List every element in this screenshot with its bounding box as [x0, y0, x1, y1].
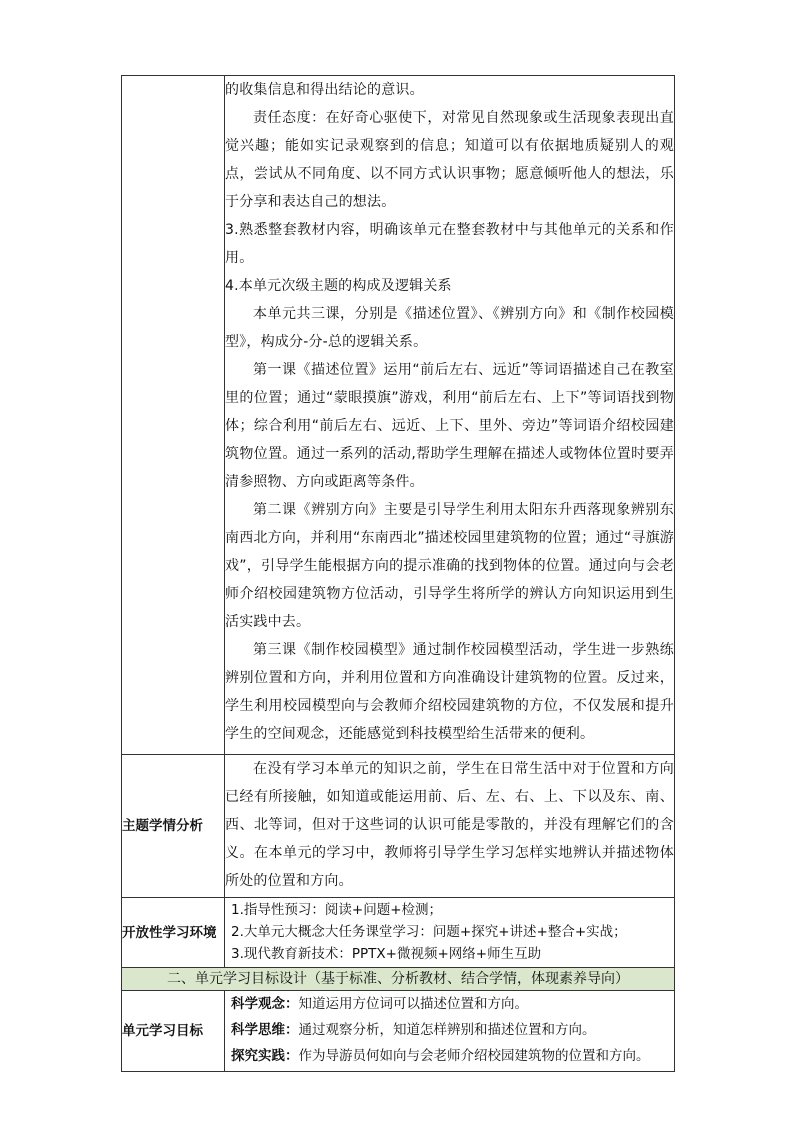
learning-environment-cell [225, 898, 675, 968]
learning-environment-row [122, 898, 675, 968]
goal-line [231, 991, 670, 1017]
paragraph: 本单元共三课，分别是《描述位置》、《辨别方向》和《制作校园模型》，构成分-分-总的逻辑关系。 [225, 306, 674, 350]
lesson-plan-table [121, 75, 675, 1072]
section-header-row [122, 968, 675, 991]
paragraph: 责任态度：在好奇心驱使下，对常见自然现象或生活现象表现出直觉兴趣；能如实记录观察到的信息；知道可以有依据地质疑别人的观点，尝试从不同角度、以不同方式认识事物；愿意倾听他人的想法，乐于分享和表达自己的想法。 [225, 110, 674, 210]
paragraph: 第三课《制作校园模型》通过制作校园模型活动，学生进一步熟练辨别位置和方向，并利用位置和方向准确设计建筑物的位置。反过来，学生利用校园模型向与会教师介绍校园建筑物的方位，不仅发展和提升学生的空间观念，还能感觉到科技模型给生活带来的便利。 [225, 642, 674, 742]
learner-analysis-row [122, 755, 675, 898]
paragraph: 的收集信息和得出结论的意识。 [225, 82, 424, 98]
learning-environment-label: 开放性学习环境 [122, 898, 225, 968]
goal-line [231, 1043, 670, 1069]
empty-label-cell [122, 76, 225, 755]
learner-analysis-text: 在没有学习本单元的知识之前，学生在日常生活中对于位置和方向已经有所接触，如知道或能运用前、后、左、右、上、下以及东、南、西、北等词，但对于这些词的认识可能是零散的，并没有理解它们的含义。在本单元的学习中，教师将引导学生学习怎样实地辨认并描述物体所处的位置和方向。 [225, 761, 674, 889]
goal-line [231, 1017, 670, 1043]
goal-text: 作为导游员何如向与会老师介绍校园建筑物的位置和方向。 [298, 1048, 650, 1064]
learner-analysis-label: 主题学情分析 [122, 755, 225, 898]
unit-goals-row [122, 991, 675, 1072]
unit-goals-label: 单元学习目标 [122, 991, 225, 1072]
environment-line: 3.现代教育新技术：PPTX+微视频+网络+师生互助 [231, 946, 542, 962]
environment-line: 2.大单元大概念大任务课堂学习：问题+探究+讲述+整合+实战； [231, 924, 627, 940]
learner-analysis-cell [225, 755, 675, 898]
paragraph: 第二课《辨别方向》主要是引导学生利用太阳东升西落现象辨别东南西北方向，并利用“东南西北”描述校园里建筑物的位置；通过“寻旗游戏”，引导学生能根据方向的提示准确的找到物体的位置。通过向与会老师介绍校园建筑物方位活动，引导学生将所学的辨认方向知识运用到生活实践中去。 [225, 502, 674, 630]
unit-goals-cell [225, 991, 675, 1072]
paragraph: 4.本单元次级主题的构成及逻辑关系 [225, 278, 452, 294]
goal-key: 科学思维： [231, 1022, 299, 1038]
objectives-continued-row [122, 76, 675, 755]
paragraph: 3.熟悉整套教材内容，明确该单元在整套教材中与其他单元的关系和作用。 [225, 222, 674, 266]
paragraph: 第一课《描述位置》运用“前后左右、远近”等词语描述自己在教室里的位置；通过“蒙眼摸旗”游戏，利用“前后左右、上下”等词语找到物体；综合利用“前后左右、远近、上下、里外、旁边”等词语介绍校园建筑物位置。通过一系列的活动,帮助学生理解在描述人或物体位置时要弄清参照物、方向或距离等条件。 [225, 362, 674, 490]
goal-text: 通过观察分析，知道怎样辨别和描述位置和方向。 [298, 1022, 596, 1038]
environment-line: 1.指导性预习：阅读+问题+检测； [231, 902, 443, 918]
goal-text: 知道运用方位词可以描述位置和方向。 [298, 996, 528, 1012]
objectives-continued-cell [225, 76, 675, 755]
goal-key: 探究实践： [231, 1048, 299, 1064]
section-title: 二、单元学习目标设计（基于标准、分析教材、结合学情，体现素养导向） [122, 968, 675, 991]
goal-key: 科学观念： [231, 996, 299, 1012]
